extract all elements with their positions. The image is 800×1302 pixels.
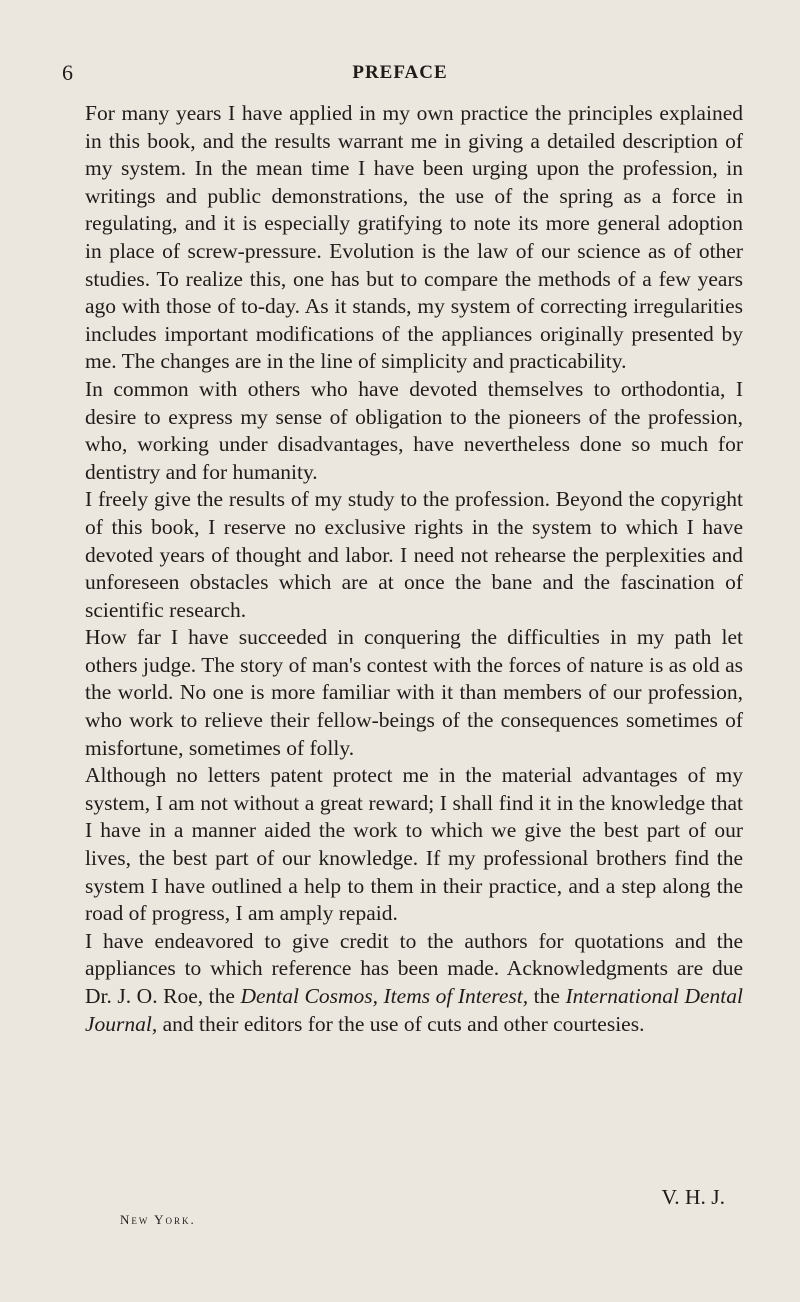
page-number: 6 xyxy=(62,60,73,85)
preface-body xyxy=(85,100,743,1038)
running-head: PREFACE xyxy=(352,62,448,83)
ack-journal-title: International Dental Journal, xyxy=(85,984,743,1036)
place-line: New York. xyxy=(120,1212,196,1227)
paragraph: How far I have succeeded in conquering the difficulties in my path let others judge. The story of man's contest with the forces of nature is as old as the world. No one is more familiar with it than members of our profession, who work to relieve their fellow-beings of the consequences sometimes of misfortune, sometimes of folly. xyxy=(85,625,743,760)
acknowledgment-paragraph xyxy=(85,928,743,1038)
ack-text: the xyxy=(528,984,566,1008)
ack-text: I have endeavored to give credit to the authors for quotations and the appliances to which reference has been made. Acknowledgments are due Dr. J. O. Roe, the xyxy=(85,928,743,1008)
paragraph: For many years I have applied in my own practice the principles explained in this book, and the results warrant me in giving a detailed description of my system. In the mean time I have been urging upon the profession, in writings and public demonstrations, the use of the spring as a force in regulating, and it is especially gratifying to note its more general adoption in place of screw-pressure. Evolution is the law of our science as of other studies. To realize this, one has but to compare the methods of a few years ago with those of to-day. As it stands, my system of correcting irregularities includes important modifications of the appliances originally presented by me. The changes are in the line of simplicity and practicability. xyxy=(85,101,743,374)
page-header xyxy=(0,60,800,90)
ack-text: and their editors for the use of cuts and other courtesies. xyxy=(157,1011,645,1036)
paragraph: Although no letters patent protect me in the material advantages of my system, I am not without a great reward; I shall find it in the knowledge that I have in a manner aided the work to which we give the best part of our lives, the best part of our knowledge. If my professional brothers find the system I have outlined a help to them in their practice, and a step along the road of progress, I am amply repaid. xyxy=(85,763,743,926)
paragraph: I freely give the results of my study to the profession. Beyond the copyright of this book, I reserve no exclusive rights in the system to which I have devoted years of thought and labor. I need not rehearse the perplexities and unforeseen obstacles which are at once the bane and the fascination of scientific research. xyxy=(85,487,743,622)
paragraph: In common with others who have devoted themselves to orthodontia, I desire to express my sense of obligation to the pioneers of the profession, who, working under disadvantages, have nevertheless done so much for dentistry and for humanity. xyxy=(85,376,743,484)
ack-journal-titles: Dental Cosmos, Items of Interest, xyxy=(240,984,529,1008)
author-initials: V. H. J. xyxy=(661,1185,725,1209)
